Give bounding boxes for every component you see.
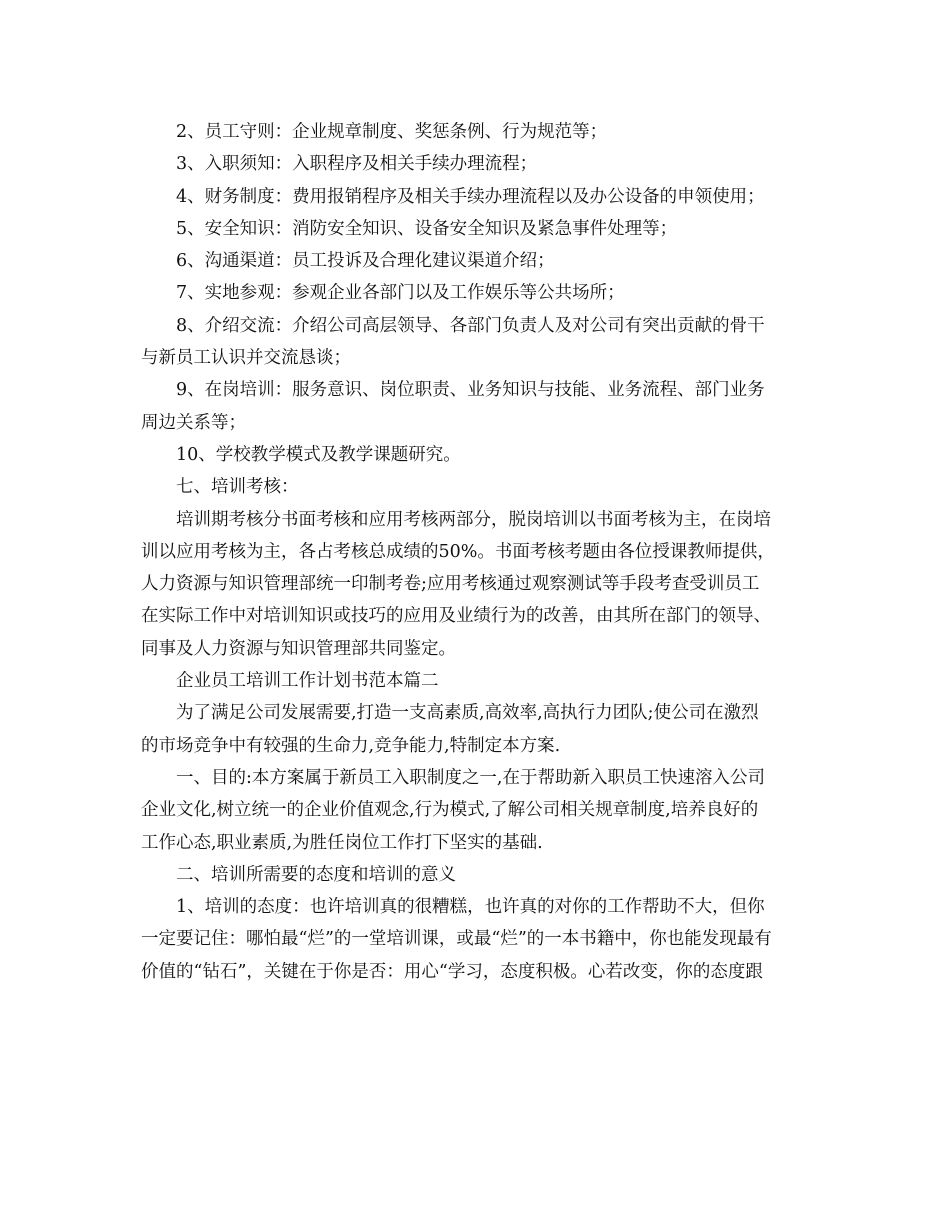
paragraph xyxy=(141,245,811,277)
text-line: 的市场竞争中有较强的生命力,竞争能力,特制定本方案. xyxy=(141,735,561,756)
text-line: 与新员工认识并交流恳谈； xyxy=(141,348,351,369)
text-line: 同事及人力资源与知识管理部共同鉴定。 xyxy=(141,638,456,659)
paragraph xyxy=(141,374,811,439)
paragraph xyxy=(141,277,811,309)
paragraph xyxy=(141,181,811,213)
paragraph xyxy=(141,504,811,665)
text-line: 培训期考核分书面考核和应用考核两部分，脱岗培训以书面考核为主，在岗培 xyxy=(176,509,771,530)
text-line: 3、入职须知：入职程序及相关手续办理流程； xyxy=(176,154,538,175)
text-line: 一定要记住：哪怕最“烂”的一堂培训课，或最“烂”的一本书籍中，你也能发现最有 xyxy=(141,929,772,950)
text-line: 8、介绍交流：介绍公司高层领导、各部门负责人及对公司有突出贡献的骨干 xyxy=(176,315,765,336)
text-line: 工作心态,职业素质,为胜任岗位工作打下坚实的基础. xyxy=(141,832,543,853)
text-line: 10、学校教学模式及教学课题研究。 xyxy=(176,444,461,465)
paragraph xyxy=(141,665,811,697)
paragraph xyxy=(141,859,811,891)
text-line: 企业文化,树立统一的企业价值观念,行为模式,了解公司相关规章制度,培养良好的 xyxy=(141,800,759,821)
paragraph xyxy=(141,213,811,245)
paragraph xyxy=(141,439,811,471)
paragraph xyxy=(141,471,811,503)
text-line: 二、培训所需要的态度和培训的意义 xyxy=(176,864,456,885)
text-line: 在实际工作中对培训知识或技巧的应用及业绩行为的改善，由其所在部门的领导、 xyxy=(141,606,771,627)
text-line: 训以应用考核为主，各占考核总成绩的50%。书面考核考题由各位授课教师提供， xyxy=(141,541,775,562)
paragraph xyxy=(141,762,811,859)
paragraph xyxy=(141,891,811,988)
paragraph xyxy=(141,116,811,148)
paragraph xyxy=(141,697,811,762)
text-line: 七、培训考核： xyxy=(176,477,299,498)
text-line: 4、财务制度：费用报销程序及相关手续办理流程以及办公设备的申领使用； xyxy=(176,186,765,207)
text-line: 2、员工守则：企业规章制度、奖惩条例、行为规范等； xyxy=(176,122,608,142)
text-line: 企业员工培训工作计划书范本篇二 xyxy=(176,671,439,692)
text-line: 7、实地参观：参观企业各部门以及工作娱乐等公共场所； xyxy=(176,283,625,304)
text-line: 5、安全知识：消防安全知识、设备安全知识及紧急事件处理等； xyxy=(176,218,678,239)
text-line: 价值的“钻石”，关键在于你是否：用心“学习，态度积极。心若改变，你的态度跟 xyxy=(141,961,763,982)
text-line: 人力资源与知识管理部统一印制考卷;应用考核通过观察测试等手段考查受训员工 xyxy=(141,574,760,595)
text-line: 9、在岗培训：服务意识、岗位职责、业务知识与技能、业务流程、部门业务 xyxy=(176,380,765,401)
text-line: 周边关系等； xyxy=(141,412,246,433)
paragraph xyxy=(141,148,811,180)
document-body xyxy=(141,116,811,988)
text-line: 为了满足公司发展需要,打造一支高素质,高效率,高执行力团队;使公司在激烈 xyxy=(176,703,759,724)
paragraph xyxy=(141,310,811,375)
text-line: 1、培训的态度：也许培训真的很糟糕，也许真的对你的工作帮助不大，但你 xyxy=(176,897,765,918)
text-line: 6、沟通渠道：员工投诉及合理化建议渠道介绍； xyxy=(176,251,555,272)
text-line: 一、目的:本方案属于新员工入职制度之一,在于帮助新入职员工快速溶入公司 xyxy=(176,767,765,788)
